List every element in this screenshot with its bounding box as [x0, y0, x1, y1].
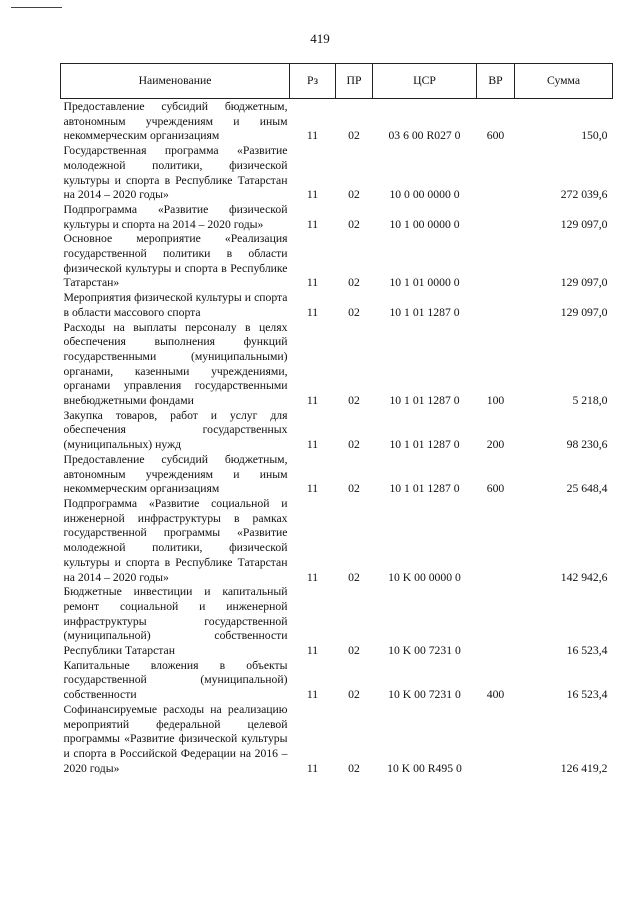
row-name: Предоставление субсидий бюджетным, автономным учреждениям и иным некоммерческим организациям: [63, 452, 288, 496]
row-rz: 11: [306, 644, 319, 658]
row-rz: 11: [306, 129, 319, 143]
row-csr: 10 K 00 7231 0: [388, 644, 461, 658]
row-pr: 02: [348, 276, 360, 290]
row-csr: 10 0 00 0000 0: [389, 188, 460, 202]
row-csr: 10 1 01 1287 0: [389, 438, 460, 452]
header-vr: ВР: [477, 64, 515, 99]
row-csr: 10 1 01 1287 0: [389, 482, 460, 496]
header-sum: Сумма: [515, 64, 613, 99]
row-pr: 02: [348, 394, 360, 408]
row-vr: [477, 232, 515, 291]
row-pr: 02: [348, 688, 360, 702]
header-csr: ЦСР: [373, 64, 477, 99]
table-header-row: [61, 64, 613, 99]
row-name: Бюджетные инвестиции и капитальный ремонт социальной и инженерной инфраструктуры государственной (муниципальной) собственности Республики Татарстан: [63, 585, 288, 658]
row-csr: 10 1 01 0000 0: [389, 276, 460, 290]
table-row: [61, 203, 613, 232]
top-rule-line: [11, 7, 62, 8]
row-csr: 10 1 00 0000 0: [389, 217, 460, 231]
header-pr: ПР: [336, 64, 373, 99]
row-sum: 129 097,0: [560, 276, 608, 290]
table-row: [61, 497, 613, 585]
row-vr: 600: [486, 482, 505, 496]
row-name: Мероприятия физической культуры и спорта в области массового спорта: [63, 291, 288, 319]
header-rz: Рз: [290, 64, 336, 99]
row-vr: 200: [486, 438, 505, 452]
row-sum: 16 523,4: [566, 644, 608, 658]
table-row: [61, 99, 613, 145]
row-rz: 11: [306, 276, 319, 290]
row-csr: 10 K 00 7231 0: [388, 688, 461, 702]
row-rz: 11: [306, 688, 319, 702]
row-csr: 10 1 01 1287 0: [389, 394, 460, 408]
row-rz: 11: [306, 482, 319, 496]
row-csr: 10 1 01 1287 0: [389, 305, 460, 319]
row-name: Основное мероприятие «Реализация государственной политики в области физической культуры и спорта в Республике Татарстан»: [63, 232, 288, 290]
row-sum: 142 942,6: [560, 570, 608, 584]
row-name: Подпрограмма «Развитие социальной и инженерной инфраструктуры в рамках государственной программы «Развитие молодежной политики, физической культуры и спорта в Республике Татарстан на 2014 – 2020 годы»: [63, 496, 288, 584]
row-name: Расходы на выплаты персоналу в целях обеспечения выполнения функций государственными (муниципальными) органами, казенными учреждениями, органами управления государственными внебюджетными фондами: [63, 320, 288, 408]
row-vr: [477, 203, 515, 232]
row-sum: 16 523,4: [566, 688, 608, 702]
row-sum: 272 039,6: [560, 188, 608, 202]
page-number: 419: [310, 31, 330, 46]
row-pr: 02: [348, 570, 360, 584]
row-pr: 02: [348, 217, 360, 231]
row-csr: 03 6 00 R027 0: [388, 129, 461, 143]
row-vr: 600: [486, 129, 505, 143]
row-name: Государственная программа «Развитие молодежной политики, физической культуры и спорта в Республике Татарстан на 2014 – 2020 годы»: [63, 144, 288, 202]
row-vr: [477, 291, 515, 320]
table-row: [61, 144, 613, 203]
row-vr: 400: [486, 688, 505, 702]
table-row: [61, 453, 613, 497]
row-vr: [477, 144, 515, 203]
row-pr: 02: [348, 482, 360, 496]
row-sum: 150,0: [581, 129, 608, 143]
table-row: [61, 659, 613, 703]
row-vr: 100: [486, 394, 505, 408]
row-rz: 11: [306, 394, 319, 408]
table-row: [61, 585, 613, 659]
row-pr: 02: [348, 438, 360, 452]
row-rz: 11: [306, 438, 319, 452]
row-pr: 02: [348, 644, 360, 658]
row-vr: [477, 703, 515, 777]
row-rz: 11: [306, 188, 319, 202]
row-name: Закупка товаров, работ и услуг для обеспечения государственных (муниципальных) нужд: [63, 408, 288, 452]
table-row: [61, 291, 613, 320]
row-name: Предоставление субсидий бюджетным, автономным учреждениям и иным некоммерческим организациям: [63, 100, 288, 143]
row-vr: [477, 497, 515, 585]
header-name: Наименование: [61, 64, 290, 99]
row-pr: 02: [348, 188, 360, 202]
table-row: [61, 409, 613, 453]
row-csr: 10 K 00 0000 0: [388, 570, 461, 584]
row-pr: 02: [348, 305, 360, 319]
row-sum: 129 097,0: [560, 305, 608, 319]
table-row: [61, 703, 613, 777]
row-rz: 11: [306, 217, 319, 231]
table-row: [61, 321, 613, 409]
row-name: Капитальные вложения в объекты государственной (муниципальной) собственности: [63, 658, 288, 702]
row-pr: 02: [348, 129, 360, 143]
row-rz: 11: [306, 305, 319, 319]
row-csr: 10 K 00 R495 0: [387, 761, 462, 775]
row-name: Софинансируемые расходы на реализацию мероприятий федеральной целевой программы «Развитие физической культуры и спорта в Российской Федерации на 2016 – 2020 годы»: [63, 702, 288, 775]
row-sum: 5 218,0: [572, 394, 608, 408]
row-sum: 126 419,2: [560, 761, 608, 775]
row-vr: [477, 585, 515, 659]
row-sum: 25 648,4: [566, 482, 608, 496]
row-pr: 02: [348, 761, 360, 775]
row-sum: 98 230,6: [566, 438, 608, 452]
row-rz: 11: [306, 570, 319, 584]
table-row: [61, 232, 613, 291]
row-name: Подпрограмма «Развитие физической культуры и спорта на 2014 – 2020 годы»: [63, 202, 288, 231]
row-sum: 129 097,0: [560, 217, 608, 231]
row-rz: 11: [306, 761, 319, 775]
budget-table: [60, 63, 613, 776]
